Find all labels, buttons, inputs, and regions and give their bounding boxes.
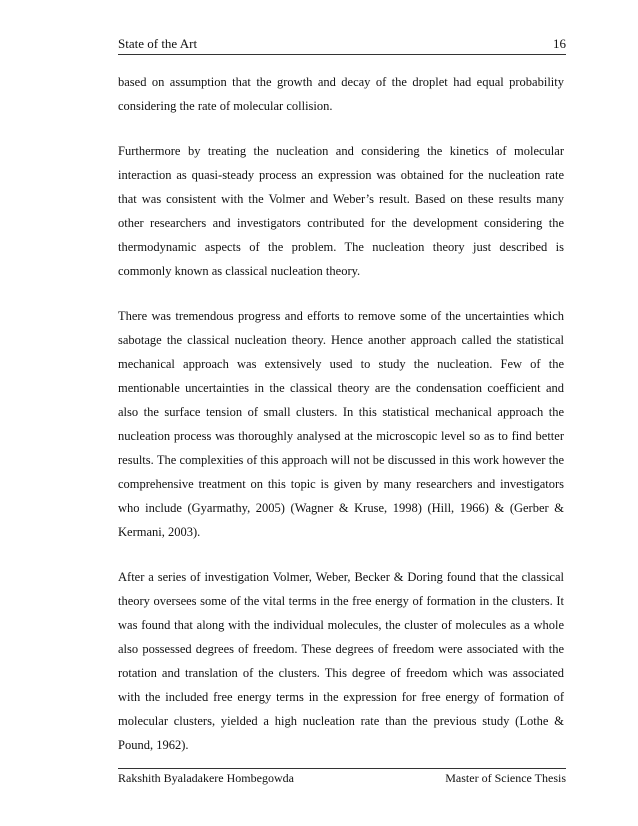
page-header bbox=[118, 36, 566, 55]
paragraph-continuation: based on assumption that the growth and decay of the droplet had equal probability considering the rate of molecular collision. bbox=[118, 75, 564, 113]
body-text bbox=[118, 70, 564, 778]
paragraph-degrees-of-freedom: After a series of investigation Volmer, Weber, Becker & Doring found that the classical theory oversees some of the vital terms in the free energy of formation in the clusters. It was found that along with the individual molecules, the cluster of molecules as a whole also possessed degrees of freedom. These degrees of freedom were associated with the rotation and translation of the clusters. This degree of freedom which was associated with the included free energy terms in the expression for free energy of formation of molecular clusters, yielded a high nucleation rate than the previous study (Lothe & Pound, 1962). bbox=[118, 570, 564, 752]
running-title: State of the Art bbox=[118, 36, 198, 51]
paragraph-statistical-approach: There was tremendous progress and efforts to remove some of the uncertainties which sabotage the classical nucleation theory. Hence another approach called the statistical mechanical approach was extensively used to study the nucleation. Few of the mentionable uncertainties in the classical theory are the condensation coefficient and also the surface tension of small clusters. In this statistical mechanical approach the nucleation process was thoroughly analysed at the microscopic level so as to find better results. The complexities of this approach will not be discussed in this work however the comprehensive treatment on this topic is given by many researchers and investigators who include (Gyarmathy, 2005) (Wagner & Kruse, 1998) (Hill, 1966) & (Gerber & Kermani, 2003). bbox=[118, 309, 564, 539]
footer-degree: Master of Science Thesis bbox=[445, 771, 566, 785]
footer-author: Rakshith Byaladakere Hombegowda bbox=[118, 771, 294, 785]
paragraph-kinetics: Furthermore by treating the nucleation and considering the kinetics of molecular interaction as quasi-steady process an expression was obtained for the nucleation rate that was consistent with the Volmer and Weber’s result. Based on these results many other researchers and investigators contributed for the development considering the thermodynamic aspects of the problem. The nucleation theory just described is commonly known as classical nucleation theory. bbox=[118, 144, 564, 278]
page-footer bbox=[118, 768, 566, 786]
page-number: 16 bbox=[553, 36, 566, 51]
